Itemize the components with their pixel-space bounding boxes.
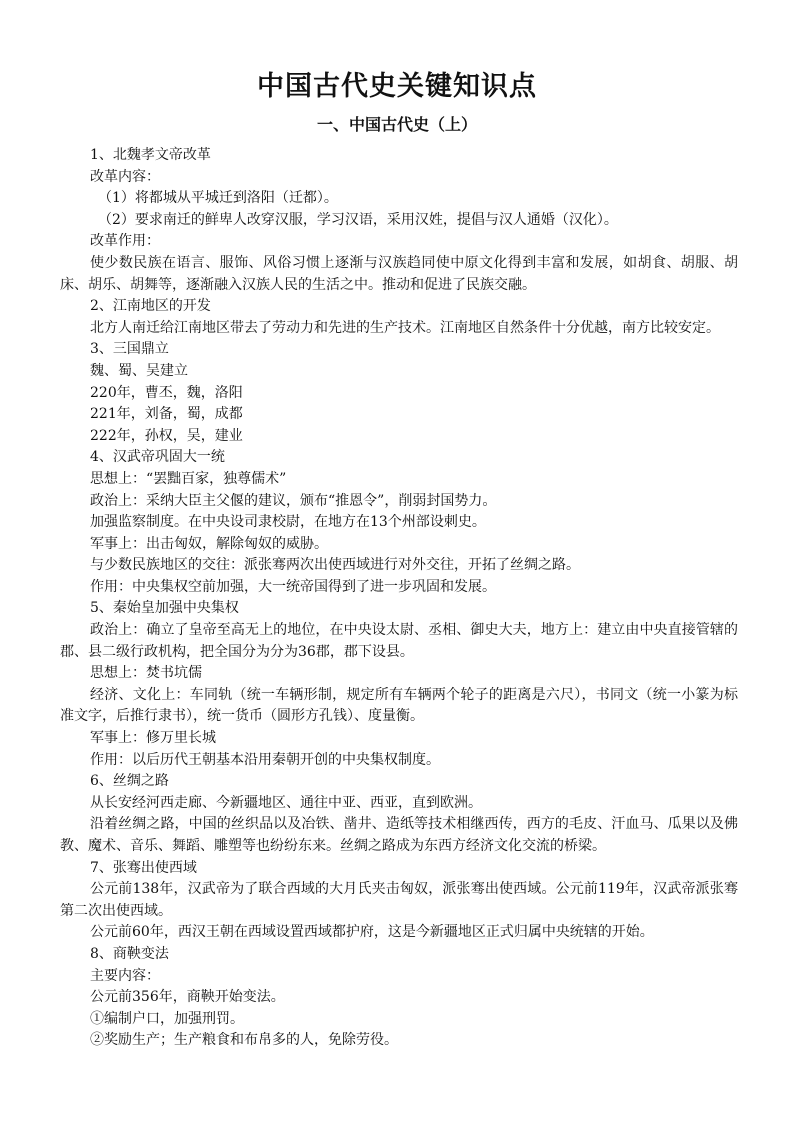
paragraph: 使少数民族在语言、服饰、风俗习惯上逐渐与汉族趋同使中原文化得到丰富和发展，如胡食、胡服、胡床、胡乐、胡舞等，逐渐融入汉族人民的生活之中。推动和促进了民族交融。 [60,254,738,293]
paragraph: 7、张骞出使西域 [90,859,197,876]
paragraph: 思想上：焚书坑儒 [90,665,202,682]
paragraph: 4、汉武帝巩固大一统 [90,449,225,466]
paragraph: （1）将都城从平城迁到洛阳（迁都）。 [98,190,338,207]
paragraph: 作用：中央集权空前加强，大一统帝国得到了进一步巩固和发展。 [90,578,496,595]
paragraph: 1、北魏孝文帝改革 [90,147,211,163]
paragraph: 3、三国鼎立 [90,341,169,358]
paragraph: 6、丝绸之路 [90,773,169,790]
paragraph: ①编制户口，加强刑罚。 [90,1010,244,1027]
paragraph: 政治上：确立了皇帝至高无上的地位，在中央设太尉、丞相、御史大夫，地方上：建立由中央直接管辖的郡、县二级行政机构，把全国分为分为36郡，郡下设县。 [60,622,738,660]
paragraph: 公元前356年，商鞅开始变法。 [90,989,285,1006]
paragraph: 改革作用： [90,233,160,250]
section-heading: 一、中国古代史（上） [316,115,477,134]
paragraph: 220年，曹丕，魏，洛阳 [90,384,243,401]
paragraph: 与少数民族地区的交往：派张骞两次出使西域进行对外交往，开拓了丝绸之路。 [90,557,580,574]
paragraph: 北方人南迁给江南地区带去了劳动力和先进的生产技术。江南地区自然条件十分优越，南方比较安定。 [90,319,720,336]
paragraph: 公元前138年，汉武帝为了联合西域的大月氏夹击匈奴，派张骞出使西域。公元前119年，汉武帝派张骞第二次出使西域。 [60,881,738,919]
paragraph: 军事上：修万里长城 [90,730,216,747]
paragraph: 经济、文化上：车同轨（统一车辆形制，规定所有车辆两个轮子的距离是六尺），书同文（统一小篆为标准文字，后推行隶书），统一货币（圆形方孔钱）、度量衡。 [60,686,738,725]
paragraph: 5、秦始皇加强中央集权 [90,600,239,617]
paragraph: 作用：以后历代王朝基本沿用秦朝开创的中央集权制度。 [90,751,440,768]
document-body [60,145,738,1052]
paragraph: 改革内容： [90,168,160,185]
paragraph: 8、商鞅变法 [90,945,169,962]
paragraph: 221年，刘备，蜀，成都 [90,406,243,423]
paragraph: （2）要求南迁的鲜卑人改穿汉服，学习汉语，采用汉姓，提倡与汉人通婚（汉化）。 [98,211,618,228]
paragraph: 加强监察制度。在中央设司隶校尉，在地方在13个州部设刺史。 [90,514,486,531]
paragraph: 222年，孙权，吴，建业 [90,427,243,444]
paragraph: 沿着丝绸之路，中国的丝织品以及冶铁、凿井、造纸等技术相继西传，西方的毛皮、汗血马、瓜果以及佛教、魔术、音乐、舞蹈、雕塑等也纷纷东来。丝绸之路成为东西方经济文化交流的桥梁。 [60,816,738,854]
paragraph: 主要内容： [90,967,160,984]
paragraph: ②奖励生产；生产粮食和布帛多的人，免除劳役。 [90,1032,398,1049]
paragraph: 政治上：采纳大臣主父偃的建议，颁布“推恩令”，削弱封国势力。 [90,492,497,509]
paragraph: 公元前60年，西汉王朝在西域设置西域都护府，这是今新疆地区正式归属中央统辖的开始。 [90,924,654,941]
paragraph: 从长安经河西走廊、今新疆地区、通往中亚、西亚，直到欧洲。 [90,794,482,811]
paragraph: 思想上：“罢黜百家，独尊儒术” [90,470,287,487]
page-title: 中国古代史关键知识点 [257,71,537,102]
paragraph: 军事上：出击匈奴，解除匈奴的威胁。 [90,535,328,552]
paragraph: 2、江南地区的开发 [90,298,211,315]
paragraph: 魏、蜀、吴建立 [90,362,188,379]
